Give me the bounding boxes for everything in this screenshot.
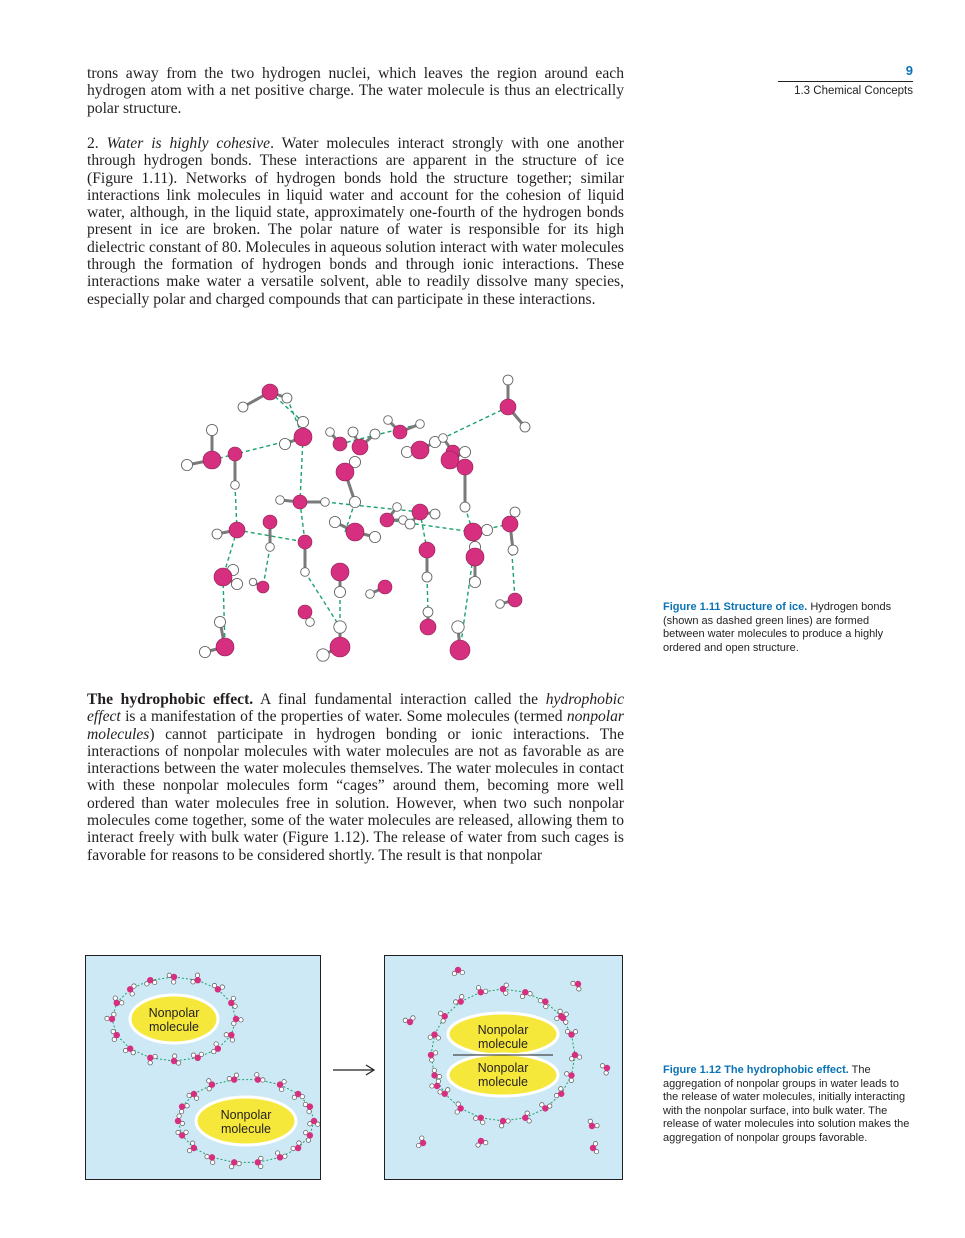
- oxygen-atom: [590, 1145, 596, 1151]
- hydrogen-atom: [483, 989, 487, 993]
- hydrogen-atom: [230, 1038, 234, 1042]
- hydrogen-atom: [506, 1119, 510, 1123]
- hydrogen-atom: [496, 600, 505, 609]
- nonpolar-label-2a: Nonpolar: [220, 1108, 272, 1122]
- hydrogen-bond: [460, 557, 473, 650]
- oxygen-atom: [109, 1016, 115, 1022]
- oxygen-atom: [500, 1118, 506, 1124]
- hydrogen-atom: [437, 1074, 441, 1078]
- hydrogen-atom: [317, 649, 329, 661]
- hydrogen-atom: [370, 429, 380, 439]
- oxygen-atom: [307, 1103, 313, 1109]
- hydrogen-atom: [393, 503, 402, 512]
- hydrogen-atom: [113, 996, 117, 1000]
- hydrogen-atom: [231, 481, 240, 490]
- hydrogen-atom: [329, 516, 340, 527]
- hydrogen-atom: [148, 1061, 152, 1065]
- hydrogen-bond: [300, 437, 303, 502]
- paragraph-3-text-a: A final fundamental interaction called the: [253, 691, 546, 708]
- hydrogen-atom: [436, 1079, 440, 1083]
- hydrogen-atom: [571, 981, 575, 985]
- hydrogen-atom: [366, 590, 375, 599]
- hydrogen-atom: [266, 543, 275, 552]
- oxygen-atom: [228, 447, 242, 461]
- hydrogen-atom: [179, 1109, 183, 1113]
- hydrogen-atom: [297, 1141, 301, 1145]
- hydrogen-bond: [174, 1058, 198, 1061]
- oxygen-atom: [542, 998, 548, 1004]
- oxygen-atom: [442, 1013, 448, 1019]
- hydrogen-atom: [210, 1160, 214, 1164]
- oxygen-atom: [179, 1132, 185, 1138]
- oxygen-atom: [393, 425, 407, 439]
- hydrogen-atom: [430, 1084, 434, 1088]
- oxygen-atom: [191, 1091, 197, 1097]
- oxygen-atom: [215, 986, 221, 992]
- hydrogen-atom: [460, 995, 464, 999]
- hydrogen-atom: [326, 428, 335, 437]
- hydrogen-atom: [187, 1093, 191, 1097]
- oxygen-atom: [147, 1055, 153, 1061]
- hydrogen-atom: [423, 607, 433, 617]
- oxygen-atom: [277, 1081, 283, 1087]
- oxygen-atom: [441, 451, 459, 469]
- hydrogen-atom: [503, 375, 513, 385]
- oxygen-atom: [442, 1091, 448, 1097]
- oxygen-atom: [114, 1000, 120, 1006]
- oxygen-atom: [171, 974, 177, 980]
- hydrogen-atom: [255, 1073, 259, 1077]
- hydrogen-atom: [249, 578, 256, 585]
- oxygen-atom: [331, 563, 349, 581]
- hydrogen-atom: [405, 519, 415, 529]
- oxygen-atom: [464, 523, 482, 541]
- oxygen-atom: [419, 542, 435, 558]
- nonpolar-label-1a: Nonpolar: [148, 1006, 200, 1020]
- oxygen-atom: [228, 1000, 234, 1006]
- oxygen-atom: [294, 428, 312, 446]
- paragraph-3: [87, 691, 624, 864]
- oxygen-atom: [478, 1138, 484, 1144]
- oxygen-atom: [228, 1032, 234, 1038]
- oxygen-atom: [500, 399, 516, 415]
- oxygen-atom: [352, 439, 368, 455]
- hydrogen-atom: [214, 616, 225, 627]
- paragraph-3-text-c: ) cannot participate in hydrogen bonding or ionic interactions. The interactions of nonpolar molecules with water molecules are not as favorable as are interactions between the water molecules themselves. The water molecules in contact with these nonpolar molecules form “cages” around them, becoming more well ordered than water molecules free in solution. However, when two such nonpolar molecules come together, some of the water molecules are released, allowing them to interact freely with bulk water (Figure 1.12). The release of water from such cages is favorable for reasons to be considered shortly. The result is that nonpolar: [87, 725, 624, 864]
- hydrogen-atom: [604, 1071, 608, 1075]
- oxygen-atom: [214, 568, 232, 586]
- hydrogen-atom: [544, 1004, 548, 1008]
- oxygen-atom: [380, 513, 394, 527]
- oxygen-atom: [466, 548, 484, 566]
- hydrogen-atom: [439, 434, 448, 443]
- hydrogen-atom: [474, 1116, 478, 1120]
- paragraph-3-text-b: is a manifestation of the properties of water. Some molecules (termed: [120, 708, 567, 726]
- hydrogen-bond: [325, 502, 420, 512]
- hydrogen-bond: [445, 1002, 461, 1017]
- figure-1-11-body: Hydrogen bonds (shown as dashed green lines) are formed between water molecules to produce a highly ordered and open structure.: [663, 601, 892, 654]
- oxygen-atom: [431, 1031, 437, 1037]
- hydrogen-atom: [349, 496, 360, 507]
- figure-1-11-caption: [663, 601, 913, 655]
- oxygen-atom: [407, 1019, 413, 1025]
- oxygen-atom: [147, 977, 153, 983]
- section-title: 1.3 Chemical Concepts: [794, 85, 913, 97]
- paragraph-3-italic-2: nonpolar molecules: [87, 708, 624, 743]
- hydrogen-atom: [231, 578, 242, 589]
- oxygen-atom: [255, 1076, 261, 1082]
- oxygen-atom: [502, 516, 518, 532]
- hydrogen-atom: [172, 1054, 176, 1058]
- oxygen-atom: [233, 1016, 239, 1022]
- paragraph-2-lead-italic: Water is highly cohesive: [106, 135, 271, 152]
- hydrogen-atom: [306, 1138, 310, 1142]
- hydrogen-atom: [510, 507, 520, 517]
- hydrogen-atom: [301, 568, 310, 577]
- hydrogen-atom: [205, 1154, 209, 1158]
- oxygen-atom: [231, 1159, 237, 1165]
- list-number: 2.: [87, 135, 107, 152]
- oxygen-atom: [293, 495, 307, 509]
- paragraph-1: [87, 65, 624, 117]
- hydrogen-atom: [153, 1054, 157, 1058]
- oxygen-atom: [263, 515, 277, 529]
- figure-1-12-title: The hydrophobic effect.: [724, 1064, 849, 1076]
- hydrogen-atom: [538, 999, 542, 1003]
- oxygen-atom: [195, 1055, 201, 1061]
- oxygen-atom: [450, 640, 470, 660]
- oxygen-atom: [431, 1072, 437, 1078]
- figure-1-12-caption: [663, 1064, 913, 1146]
- oxygen-atom: [478, 1115, 484, 1121]
- panel-before: [85, 955, 321, 1180]
- hydrogen-atom: [452, 621, 464, 633]
- oxygen-atom: [478, 989, 484, 995]
- nonpolar-label-4a: Nonpolar: [477, 1061, 529, 1075]
- covalent-bonds: [187, 380, 525, 655]
- hydrogen-atom: [369, 531, 380, 542]
- hydrogen-atom: [224, 1033, 228, 1037]
- hydrogen-bond: [461, 1108, 481, 1117]
- oxygen-atom: [500, 986, 506, 992]
- hydrogen-atom: [321, 498, 330, 507]
- oxygen-atom: [420, 1140, 426, 1146]
- page-number: 9: [905, 63, 913, 78]
- hydrogen-atom: [481, 524, 492, 535]
- nonpolar-label-4b: molecule: [477, 1075, 529, 1089]
- oxygen-atom: [378, 580, 392, 594]
- hydrogen-atom: [291, 1146, 295, 1150]
- hydrogen-atom: [334, 586, 345, 597]
- hydrogen-atom: [282, 393, 292, 403]
- oxygen-atom: [277, 1154, 283, 1160]
- oxygen-atom: [508, 593, 522, 607]
- hydrogen-atom: [416, 420, 425, 429]
- hydrogen-atom: [206, 424, 217, 435]
- oxygen-atom: [346, 523, 364, 541]
- paragraph-3-heading: The hydrophobic effect.: [87, 691, 254, 708]
- hydrogen-atom: [181, 459, 192, 470]
- oxygen-atom: [333, 437, 347, 451]
- oxygen-atom: [262, 384, 278, 400]
- oxygen-atom: [457, 1105, 463, 1111]
- oxygen-atom: [522, 989, 528, 995]
- paragraph-3-italic-1: hydrophobic effect: [87, 691, 624, 726]
- atoms: [181, 375, 530, 661]
- hydrogen-atom: [430, 1058, 434, 1062]
- oxygen-atom: [522, 1115, 528, 1121]
- hydrogen-atom: [422, 572, 432, 582]
- panel-before-art: [86, 956, 320, 1179]
- hydrogen-atom: [239, 1018, 243, 1022]
- oxygen-atom: [215, 1045, 221, 1051]
- hydrogen-atom: [569, 1078, 573, 1082]
- hydrogen-atom: [559, 1087, 563, 1091]
- hydrogen-atom: [520, 422, 530, 432]
- hydrogen-bond: [545, 1002, 561, 1017]
- oxygen-atom: [127, 1045, 133, 1051]
- figure-1-11-title: Structure of ice.: [723, 601, 808, 613]
- figure-1-11-label: Figure 1.11: [663, 601, 721, 613]
- hydrogen-atom: [237, 1161, 241, 1165]
- hydrogen-atom: [177, 1114, 181, 1118]
- paragraph-2-text: . Water molecules interact strongly with one another through hydrogen bonds. These interactions are apparent in the structure of ice (Figure 1.11). Networks of hydrogen bonds hold the structure together; similar interactions link molecules in liquid water and account for the cohesion of liquid water, although, in the liquid state, approximately one-fourth of the hydrogen bonds present in ice are broken. The polar nature of water is responsible for its high dielectric constant of 80. Molecules in aqueous solution interact with water molecules through the formation of hydrogen bonds and through ionic interactions. These interactions make water a versatile solvent, able to readily dissolve many species, especially polar and charged compounds that can participate in these interactions.: [87, 135, 624, 308]
- arrow-icon: [333, 1063, 377, 1077]
- hydrogen-atom: [348, 427, 358, 437]
- oxygen-atom: [216, 638, 234, 656]
- hydrogen-atom: [212, 529, 222, 539]
- oxygen-atom: [330, 637, 350, 657]
- oxygen-atom: [572, 1052, 578, 1058]
- oxygen-atom: [558, 1091, 564, 1097]
- nonpolar-label-2b: molecule: [220, 1122, 272, 1136]
- oxygen-atom: [255, 1159, 261, 1165]
- hydrogen-atom: [261, 1078, 265, 1082]
- hydrogen-atom: [334, 621, 346, 633]
- panel-after-art: [385, 956, 622, 1179]
- hydrogen-atom: [384, 416, 393, 425]
- panel-after: [384, 955, 623, 1180]
- oxygen-atom: [560, 1015, 566, 1021]
- hydrogen-atom: [558, 1009, 562, 1013]
- oxygen-atom: [457, 998, 463, 1004]
- oxygen-atom: [412, 504, 428, 520]
- oxygen-atom: [411, 441, 429, 459]
- hydrogen-atom: [279, 438, 290, 449]
- hydrogen-atom: [420, 1136, 424, 1140]
- oxygen-atom: [295, 1145, 301, 1151]
- oxygen-atom: [229, 522, 245, 538]
- hydrogen-atom: [453, 1000, 457, 1004]
- oxygen-atom: [179, 1103, 185, 1109]
- hydrogen-atom: [508, 545, 518, 555]
- oxygen-atom: [195, 977, 201, 983]
- header-rule: [778, 81, 913, 82]
- hydrogen-atom: [283, 1154, 287, 1158]
- nonpolar-label-3a: Nonpolar: [477, 1023, 529, 1037]
- hydrogen-atom: [565, 1072, 569, 1076]
- oxygen-atom: [114, 1032, 120, 1038]
- oxygen-atom: [542, 1105, 548, 1111]
- nonpolar-label-3b: molecule: [477, 1037, 529, 1051]
- hydrogen-atom: [190, 1141, 194, 1145]
- hydrogen-atom: [199, 646, 210, 657]
- oxygen-atom: [191, 1145, 197, 1151]
- oxygen-atom: [575, 981, 581, 987]
- hydrogen-atom: [499, 1124, 503, 1128]
- oxygen-atom: [428, 1052, 434, 1058]
- oxygen-atom: [171, 1058, 177, 1064]
- oxygen-atom: [298, 535, 312, 549]
- hydrogen-atom: [459, 446, 470, 457]
- oxygen-atom: [455, 967, 461, 973]
- oxygen-atom: [295, 1091, 301, 1097]
- hydrogen-atom: [460, 502, 470, 512]
- hydrogen-atom: [105, 1016, 109, 1020]
- oxygen-atom: [203, 451, 221, 469]
- oxygen-atom: [209, 1081, 215, 1087]
- nonpolar-label-1b: molecule: [148, 1020, 200, 1034]
- hydrogen-atom: [432, 1068, 436, 1072]
- hydrogen-atom: [430, 509, 440, 519]
- hydrogen-bonds: [212, 392, 515, 650]
- oxygen-atom: [604, 1065, 610, 1071]
- oxygen-atom: [298, 605, 312, 619]
- oxygen-atom: [568, 1031, 574, 1037]
- ice-structure-figure: [175, 372, 535, 667]
- hydrogen-atom: [238, 402, 248, 412]
- hydrogen-atom: [276, 496, 285, 505]
- oxygen-atom: [420, 619, 436, 635]
- oxygen-atom: [231, 1076, 237, 1082]
- hydrogen-atom: [120, 1001, 124, 1005]
- hydrogen-bond: [212, 1157, 234, 1162]
- hydrogen-atom: [307, 1109, 311, 1113]
- oxygen-atom: [434, 1083, 440, 1089]
- oxygen-atom: [589, 1123, 595, 1129]
- hydrogen-atom: [595, 1123, 599, 1127]
- figure-1-12-body: The aggregation of nonpolar groups in water leads to the release of water molecules, initially interacting with the nonpolar surface, into bulk water. The release of water molecules into solution makes the aggregation of nonpolar groups favorable.: [663, 1064, 910, 1144]
- oxygen-atom: [336, 463, 354, 481]
- oxygen-atom: [568, 1072, 574, 1078]
- hydrogen-atom: [227, 1076, 231, 1080]
- paragraph-2: [87, 135, 624, 308]
- oxygen-atom: [311, 1118, 317, 1124]
- hydrogen-atom: [185, 1104, 189, 1108]
- oxygen-atom: [209, 1154, 215, 1160]
- oxygen-atom: [457, 459, 473, 475]
- figure-1-12-label: Figure 1.12: [663, 1064, 722, 1076]
- oxygen-atom: [257, 581, 269, 593]
- oxygen-atom: [307, 1132, 313, 1138]
- oxygen-atom: [127, 986, 133, 992]
- oxygen-atom: [175, 1118, 181, 1124]
- hydrogen-atom: [577, 987, 581, 991]
- running-head: [778, 63, 913, 97]
- hydrogen-atom: [469, 576, 480, 587]
- hydrogen-atom: [171, 980, 175, 984]
- hydrogen-atom: [297, 416, 308, 427]
- paragraph-1-text: trons away from the two hydrogen nuclei, which leaves the region around each hydrogen atom with a net positive charge. The water molecule is thus an electrically polar structure.: [87, 65, 624, 117]
- hydrogen-atom: [195, 973, 199, 977]
- hydrogen-atom: [528, 991, 532, 995]
